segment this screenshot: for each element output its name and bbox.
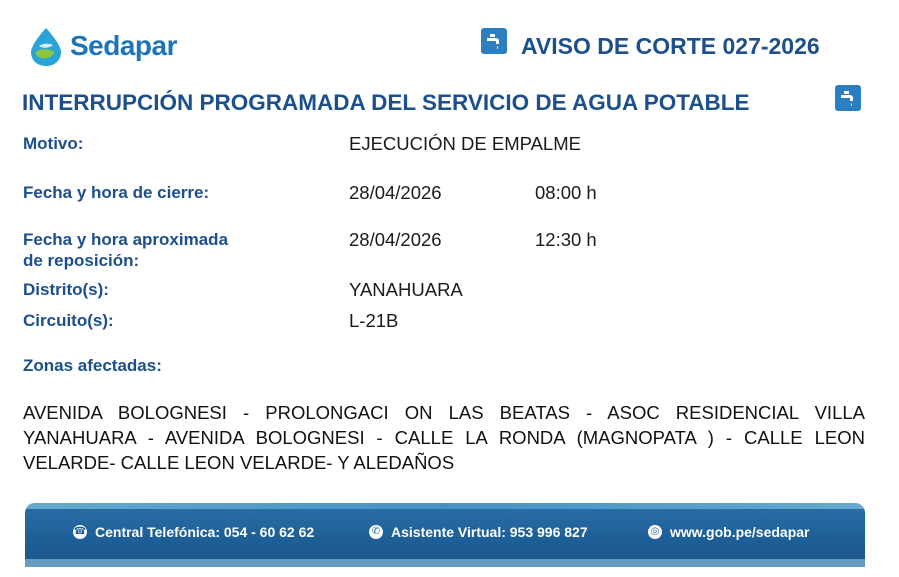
whatsapp-contact[interactable]: [369, 524, 588, 540]
cierre-time: 08:00 h: [535, 182, 597, 203]
cierre-date: 28/04/2026: [349, 182, 442, 203]
brand-name: Sedapar: [70, 30, 177, 61]
reposicion-time: 12:30 h: [535, 229, 597, 250]
phone-contact[interactable]: [73, 524, 314, 540]
cierre-label: Fecha y hora de cierre:: [23, 183, 210, 202]
globe-icon: ◎: [648, 525, 662, 539]
zonas-value: AVENIDA BOLOGNESI - PROLONGACI ON LAS BEATAS - ASOC RESIDENCIAL VILLA YANAHUARA - AVENIDA BOLOGNESI - CALLE LA RONDA (MAGNOPATA ) - CALLE LEON VELARDE- CALLE LEON VELARDE- Y ALEDAÑOS: [23, 402, 865, 473]
contact-footer: [25, 503, 865, 567]
footer-band: [25, 559, 865, 567]
phone-text: Central Telefónica: 054 - 60 62 62: [95, 524, 315, 540]
footer-stripe: [25, 503, 865, 509]
reposicion-label-line2: de reposición:: [23, 251, 140, 270]
reposicion-label-line1: Fecha y hora aproximada: [23, 230, 229, 249]
reposicion-date: 28/04/2026: [349, 229, 442, 250]
sedapar-logo-icon: [25, 26, 67, 68]
web-text: www.gob.pe/sedapar: [670, 524, 810, 540]
notice-title: AVISO DE CORTE 027-2026: [521, 33, 820, 59]
circuito-label: Circuito(s):: [23, 311, 114, 330]
circuito-value: L-21B: [349, 310, 399, 331]
whatsapp-text: Asistente Virtual: 953 996 827: [391, 524, 588, 540]
whatsapp-icon: ✆: [369, 525, 383, 539]
motivo-value: EJECUCIÓN DE EMPALME: [349, 133, 581, 154]
motivo-label: Motivo:: [23, 134, 84, 153]
zonas-label: Zonas afectadas:: [23, 356, 162, 375]
distrito-label: Distrito(s):: [23, 280, 109, 299]
water-tap-icon: [481, 28, 507, 54]
phone-icon: ☎: [73, 526, 87, 537]
page-title: INTERRUPCIÓN PROGRAMADA DEL SERVICIO DE AGUA POTABLE: [22, 90, 750, 115]
distrito-value: YANAHUARA: [349, 279, 463, 300]
web-link[interactable]: [648, 524, 810, 540]
water-tap-icon: [835, 85, 861, 111]
